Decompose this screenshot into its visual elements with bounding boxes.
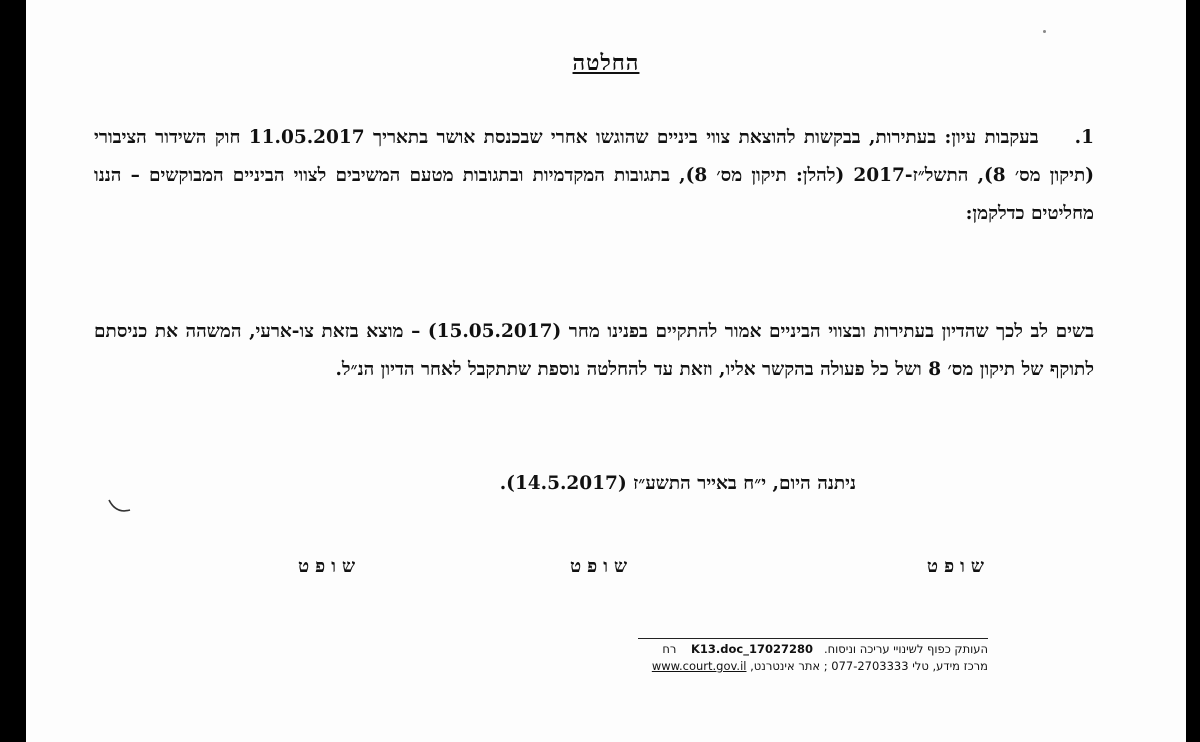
judge-signature-right: שופט: [926, 556, 990, 577]
paragraph-number: 1.: [1074, 127, 1094, 148]
date-given-line: ניתנה היום, י״ח באייר התשע״ז (14.5.2017).: [499, 473, 856, 494]
info-center-text: מרכז מידע, טלי 077-2703333 ; אתר אינטרנט,: [750, 659, 988, 673]
copy-note: העותק כפוף לשינויי עריכה וניסוח.: [823, 642, 988, 656]
document-title: החלטה: [572, 50, 640, 76]
website-link[interactable]: www.court.gov.il: [651, 659, 747, 673]
initials: רח: [662, 642, 677, 656]
paragraph-2: בשים לב לכך שהדיון בעתירות ובצווי הביניים אמור להתקיים בפנינו מחר (15.05.2017) – מוצא בזאת צו-ארעי, המשהה את כניסתם לתוקף של תיקון מס׳ 8 ושל כל פעולה בהקשר אליו, וזאת עד להחלטה נוספת שתתקבל לאחר הדיון הנ״ל.: [94, 321, 1094, 380]
paragraph-1-text: בעקבות עיון: בעתירות, בבקשות להוצאת צווי ביניים שהוגשו אחרי שבכנסת אושר בתאריך 11.05.2017 חוק השידור הציבורי (תיקון מס׳ 8), התשל״ז-2017 (להלן: תיקון מס׳ 8), בתגובות המקדמיות ובתגובות מטעם המשיבים לצווי הביניים המבוקשים – הננו מחליטים כדלקמן:: [94, 127, 1094, 224]
judge-signature-left: שופט: [298, 556, 362, 577]
scan-speck: [1043, 30, 1046, 33]
scan-mark-icon: [106, 494, 132, 516]
document-page: [26, 0, 1186, 742]
judge-signature-middle: שופט: [570, 556, 634, 577]
document-footer: [638, 638, 988, 675]
paragraph-1: [94, 119, 1094, 233]
judges-signature-row: [26, 556, 1186, 586]
doc-id: 17027280_K13.doc: [691, 642, 814, 656]
